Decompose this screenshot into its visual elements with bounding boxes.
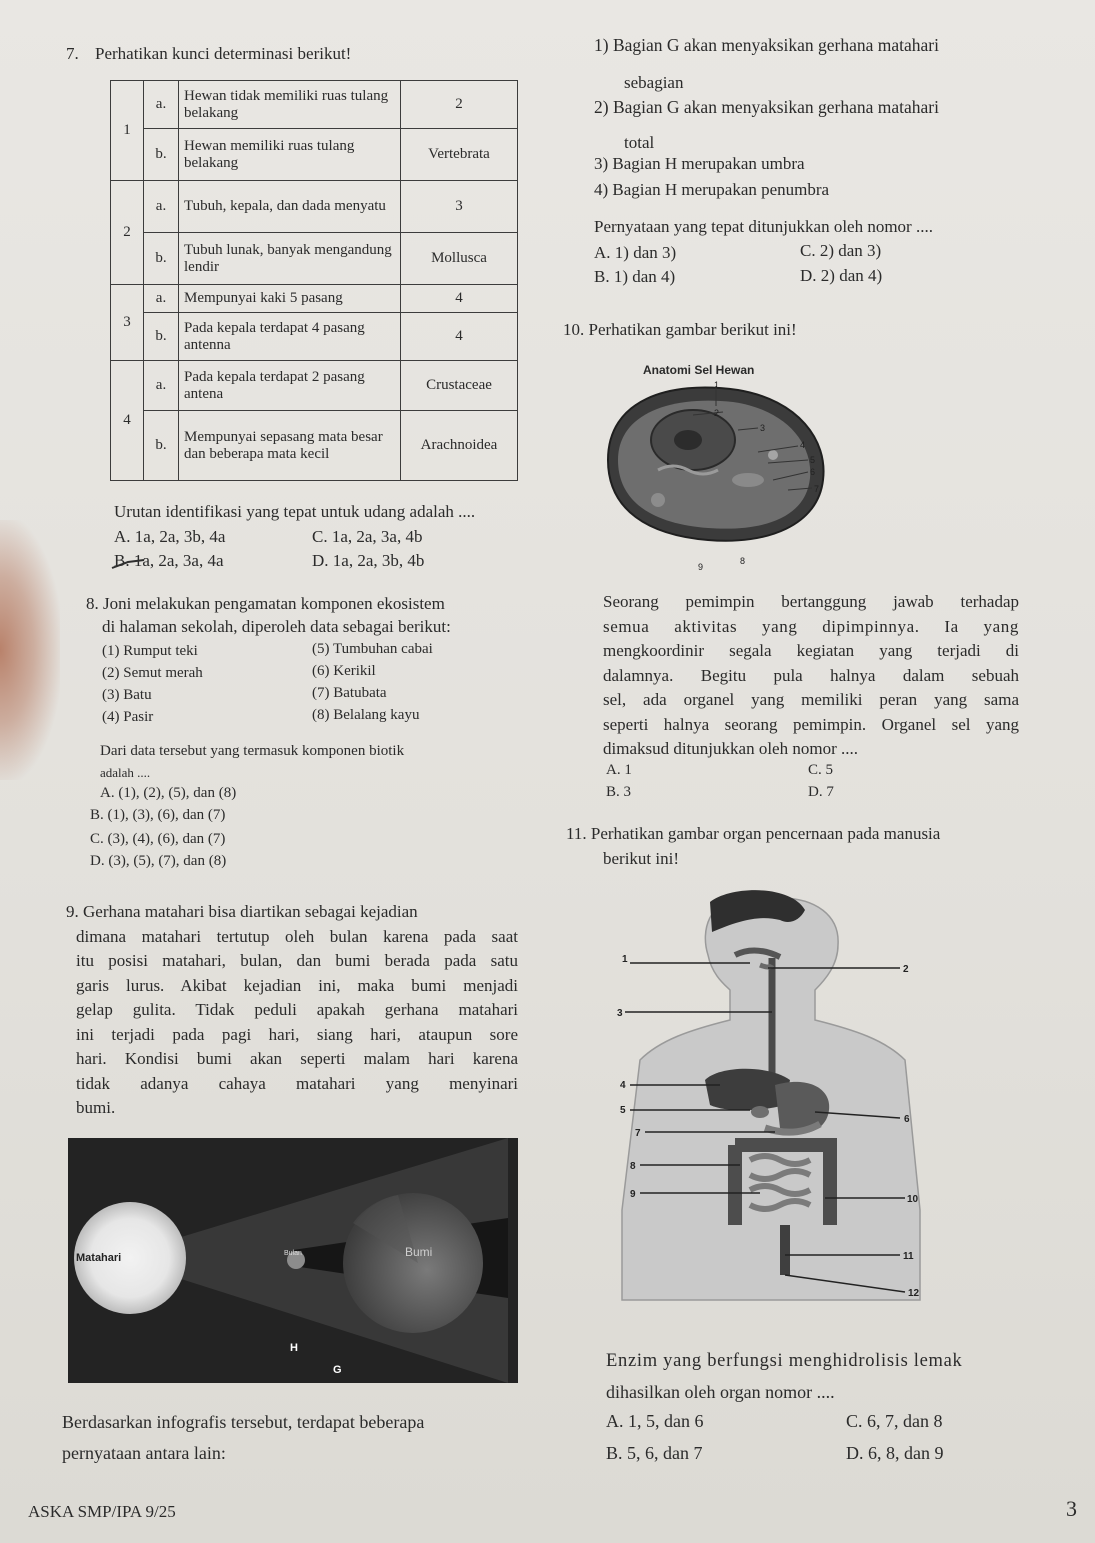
q10-option-a[interactable]: A. 1 (606, 762, 632, 778)
q11-option-c[interactable]: C. 6, 7, dan 8 (846, 1411, 943, 1431)
key-row-3a (111, 285, 518, 313)
q8-intro-line2: di halaman sekolah, diperoleh data sebagai berikut: (102, 617, 451, 636)
key-result: Mollusca (401, 233, 518, 285)
key-description: Mempunyai sepasang mata besar dan beberapa mata kecil (179, 411, 401, 481)
key-step-number: 3 (111, 285, 144, 361)
organ-label-11: 11 (903, 1251, 914, 1262)
key-letter: a. (144, 285, 179, 313)
q9-body (66, 900, 518, 1121)
q9-statement-3: 3) Bagian H merupakan umbra (594, 154, 805, 173)
q9-line-3: itu posisi matahari, bulan, dan bumi berada pada satu (76, 951, 518, 970)
q9-line-9: bumi. (76, 1098, 116, 1117)
key-row-2b (111, 233, 518, 285)
organ-label-7: 7 (635, 1128, 641, 1139)
earth-label: Bumi (405, 1245, 433, 1259)
key-letter: a. (144, 81, 179, 129)
key-row-4b (111, 411, 518, 481)
q7-option-b[interactable]: B. 1a, 2a, 3a, 4a (114, 551, 224, 570)
cell-label-2: 2 (714, 408, 720, 418)
key-letter: a. (144, 361, 179, 411)
organ-label-12: 12 (908, 1288, 920, 1299)
q8-item-2: (2) Semut merah (102, 665, 203, 681)
q11-option-d[interactable]: D. 6, 8, dan 9 (846, 1443, 944, 1463)
region-h-label: H (290, 1342, 298, 1354)
key-step-number: 4 (111, 361, 144, 481)
q9-statement-2: 2) Bagian G akan menyaksikan gerhana matahari (594, 97, 940, 117)
q11-question-line2: dihasilkan oleh organ nomor .... (606, 1382, 835, 1402)
q8-option-b[interactable]: B. (1), (3), (6), dan (7) (90, 807, 226, 823)
q10-line-6: seperti halnya seorang pemimpin. Organel sel yang (603, 714, 1019, 734)
key-result: 2 (401, 81, 518, 129)
cell-label-1: 1 (714, 380, 720, 390)
lysosome-shape (651, 493, 665, 507)
thumb-shadow (0, 520, 60, 780)
key-description: Mempunyai kaki 5 pasang (179, 285, 401, 313)
digestive-system-diagram (600, 880, 950, 1320)
q9-option-b[interactable]: B. 1) dan 4) (594, 267, 676, 286)
q7-option-a[interactable]: A. 1a, 2a, 3b, 4a (114, 527, 226, 546)
key-description: Hewan memiliki ruas tulang belakang (179, 129, 401, 181)
key-description: Pada kepala terdapat 2 pasang antena (179, 361, 401, 411)
key-result: 3 (401, 181, 518, 233)
vesicle-shape (768, 450, 778, 460)
q7-title: Perhatikan kunci determinasi berikut! (95, 44, 352, 63)
q7-number: 7. (66, 44, 79, 63)
q10-line-3: mengkoordinir segala kegiatan yang terjadi di (603, 641, 1019, 660)
key-result: Vertebrata (401, 129, 518, 181)
cell-label-5: 5 (810, 455, 816, 465)
q8-intro-line1: 8. Joni melakukan pengamatan komponen ekosistem (86, 594, 445, 613)
q8-question-line1: Dari data tersebut yang termasuk komponen biotik (100, 743, 405, 759)
key-letter: b. (144, 313, 179, 361)
key-letter: b. (144, 411, 179, 481)
q10-line-2: semua aktivitas yang dipimpinnya. Ia yang (603, 616, 1019, 636)
q8-item-5: (5) Tumbuhan cabai (312, 641, 433, 657)
q9-question: Pernyataan yang tepat ditunjukkan oleh nomor .... (594, 217, 933, 236)
q10-line-4: dalamnya. Begitu pula halnya dalam sebuah (603, 665, 1019, 685)
q7-question: Urutan identifikasi yang tepat untuk udang adalah .... (114, 502, 476, 521)
key-result: Crustaceae (401, 361, 518, 411)
q9-line-4: garis lurus. Akibat kejadian ini, maka bumi menjadi (76, 975, 518, 995)
q9-statement-4: 4) Bagian H merupakan penumbra (594, 180, 830, 199)
q11-title-line1: 11. Perhatikan gambar organ pencernaan pada manusia (566, 824, 941, 843)
q8-item-4: (4) Pasir (102, 709, 154, 725)
cell-label-8: 8 (740, 556, 746, 566)
q9-line-8: tidak adanya cahaya matahari yang menyinari (76, 1073, 518, 1093)
key-result: Arachnoidea (401, 411, 518, 481)
q9-option-d[interactable]: D. 2) dan 4) (800, 266, 883, 285)
key-description: Pada kepala terdapat 4 pasang antenna (179, 313, 401, 361)
cell-label-4: 4 (800, 440, 806, 450)
q11-title-line2: berikut ini! (603, 849, 680, 868)
q10-body (603, 590, 1019, 762)
q11-question-line1: Enzim yang berfungsi menghidrolisis lemak (606, 1351, 963, 1371)
organ-label-2: 2 (903, 964, 909, 975)
key-step-number: 1 (111, 81, 144, 181)
q9-line-7: hari. Kondisi bumi akan seperti malam hari karena (76, 1049, 518, 1068)
q9-line-5: gelap gulita. Tidak peduli apakah gerhana matahari (76, 1000, 518, 1019)
q9-after-line1: Berdasarkan infografis tersebut, terdapat beberapa (62, 1412, 425, 1432)
moon-label: Bulan (284, 1250, 302, 1257)
q8-option-a[interactable]: A. (1), (2), (5), dan (8) (100, 785, 237, 801)
q10-option-d[interactable]: D. 7 (808, 784, 834, 800)
q10-line-7: dimaksud ditunjukkan oleh nomor .... (603, 739, 858, 758)
q9-line-6: ini terjadi pada pagi hari, siang hari, ataupun sore (76, 1024, 518, 1044)
key-letter: b. (144, 233, 179, 285)
q7-option-c[interactable]: C. 1a, 2a, 3a, 4b (312, 527, 423, 546)
animal-cell-diagram (598, 360, 848, 580)
key-row-1a (111, 81, 518, 129)
q9-option-c[interactable]: C. 2) dan 3) (800, 241, 882, 260)
organ-label-4: 4 (620, 1080, 626, 1091)
cell-label-3: 3 (760, 423, 766, 433)
stomach-shape (775, 1082, 829, 1134)
q11-option-b[interactable]: B. 5, 6, dan 7 (606, 1443, 703, 1463)
q8-question-line2: adalah .... (100, 765, 151, 780)
key-result: 4 (401, 313, 518, 361)
q9-statement-1-cont: sebagian (624, 73, 684, 92)
key-description: Tubuh lunak, banyak mengandung lendir (179, 233, 401, 285)
organ-label-8: 8 (630, 1161, 636, 1172)
q10-option-c[interactable]: C. 5 (808, 762, 834, 778)
footer-code: ASKA SMP/IPA 9/25 (28, 1502, 176, 1521)
sun-label: Matahari (76, 1252, 122, 1264)
determination-key-table (110, 80, 518, 481)
organ-label-6: 6 (904, 1114, 910, 1125)
q9-option-a[interactable]: A. 1) dan 3) (594, 243, 677, 262)
organ-label-5: 5 (620, 1105, 626, 1116)
key-row-4a (111, 361, 518, 411)
q9-after-line2: pernyataan antara lain: (62, 1443, 226, 1463)
organ-label-1: 1 (622, 954, 628, 965)
salivary-gland-shape (760, 965, 772, 967)
q11-option-a[interactable]: A. 1, 5, dan 6 (606, 1411, 704, 1431)
q8-item-1: (1) Rumput teki (102, 643, 198, 659)
answer-mark-icon (108, 550, 148, 574)
key-row-2a (111, 181, 518, 233)
q8-item-7: (7) Batubata (312, 685, 387, 701)
organ-label-3: 3 (617, 1008, 623, 1019)
q10-option-b[interactable]: B. 3 (606, 784, 632, 800)
q7-option-d[interactable]: D. 1a, 2a, 3b, 4b (312, 551, 425, 570)
mitochondria-shape (732, 473, 764, 487)
organ-label-10: 10 (907, 1194, 919, 1205)
q8-item-8: (8) Belalang kayu (312, 707, 420, 723)
key-row-1b (111, 129, 518, 181)
key-letter: a. (144, 181, 179, 233)
q10-line-1: Seorang pemimpin bertanggung jawab terhadap (603, 592, 1019, 611)
key-description: Tubuh, kepala, dan dada menyatu (179, 181, 401, 233)
gallbladder-shape (751, 1106, 769, 1118)
page-number: 3 (1066, 1496, 1077, 1521)
q8-item-3: (3) Batu (102, 687, 152, 703)
q10-title: 10. Perhatikan gambar berikut ini! (563, 320, 797, 339)
cell-label-9: 9 (698, 562, 704, 572)
q9-line-1: 9. Gerhana matahari bisa diartikan sebagai kejadian (66, 902, 418, 921)
nucleolus-shape (674, 430, 702, 450)
q8-option-c[interactable]: C. (3), (4), (6), dan (7) (90, 831, 226, 847)
q9-line-2: dimana matahari tertutup oleh bulan karena pada saat (76, 926, 518, 946)
cell-label-6: 6 (810, 467, 816, 477)
key-letter: b. (144, 129, 179, 181)
q10-line-5: sel, ada organel yang memiliki peran yang sama (603, 690, 1019, 709)
organ-label-9: 9 (630, 1189, 636, 1200)
key-description: Hewan tidak memiliki ruas tulang belakang (179, 81, 401, 129)
key-row-3b (111, 313, 518, 361)
solar-eclipse-diagram (68, 1138, 518, 1383)
q9-statement-1: 1) Bagian G akan menyaksikan gerhana matahari (594, 35, 940, 55)
cell-diagram-title: Anatomi Sel Hewan (643, 363, 755, 377)
cell-label-7: 7 (814, 484, 820, 494)
key-result: 4 (401, 285, 518, 313)
region-g-label: G (333, 1364, 342, 1376)
q9-statement-2-cont: total (624, 133, 655, 152)
key-step-number: 2 (111, 181, 144, 285)
q8-item-6: (6) Kerikil (312, 663, 376, 679)
q8-option-d[interactable]: D. (3), (5), (7), dan (8) (90, 853, 227, 869)
